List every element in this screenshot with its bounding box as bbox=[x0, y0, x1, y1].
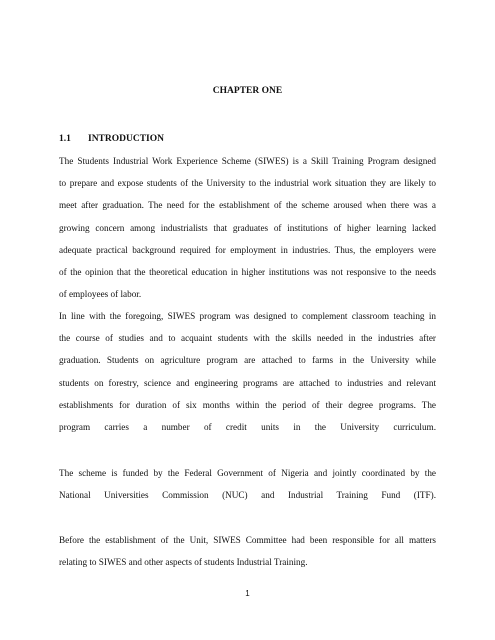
paragraph-line: National Universities Commission (NUC) and Industrial Training Fund (ITF). bbox=[59, 490, 436, 501]
paragraph-line: establishments for duration of six months within the period of their degree programs. The bbox=[59, 399, 436, 410]
paragraph-line: of employees of labor. bbox=[59, 289, 142, 300]
paragraph-line: graduation. Students on agriculture program are attached to farms in the University while bbox=[59, 355, 436, 366]
paragraph-line: to prepare and expose students of the University to the industrial work situation they are likely to bbox=[59, 178, 436, 189]
section-title: INTRODUCTION bbox=[88, 134, 165, 144]
paragraph-line: In line with the foregoing, SIWES program was designed to complement classroom teaching in bbox=[59, 311, 436, 321]
paragraph-line: the course of studies and to acquaint students with the skills needed in the industries after bbox=[59, 333, 436, 344]
paragraph-line: The scheme is funded by the Federal Government of Nigeria and jointly coordinated by the bbox=[59, 468, 436, 478]
paragraph-line: relating to SIWES and other aspects of students Industrial Training. bbox=[59, 557, 308, 568]
paragraph-line: growing concern among industrialists that graduates of institutions of higher learning lacked bbox=[59, 222, 436, 233]
paragraph-line: meet after graduation. The need for the establishment of the scheme aroused when there was a bbox=[59, 200, 436, 211]
section-heading bbox=[59, 133, 164, 145]
paragraph-committee bbox=[59, 529, 436, 573]
chapter-title: CHAPTER ONE bbox=[212, 86, 283, 96]
paragraph-funding bbox=[59, 462, 436, 506]
paragraph-program-design bbox=[59, 305, 436, 438]
paragraph-line: of the opinion that the theoretical education in higher institutions was not responsive to the needs bbox=[59, 266, 436, 277]
section-number: 1.1 bbox=[59, 134, 71, 144]
paragraph-siwes-definition bbox=[59, 150, 436, 305]
paragraph-line: Before the establishment of the Unit, SIWES Committee had been responsible for all matters bbox=[59, 535, 436, 545]
paragraph-line: program carries a number of credit units in the University curriculum. bbox=[59, 421, 436, 432]
page-number: 1 bbox=[245, 589, 250, 598]
paragraph-line: adequate practical background required for employment in industries. Thus, the employers were bbox=[59, 244, 436, 255]
paragraph-line: students on forestry, science and engineering programs are attached to industries and relevant bbox=[59, 377, 436, 388]
paragraph-line: The Students Industrial Work Experience Scheme (SIWES) is a Skill Training Program designed bbox=[59, 156, 436, 166]
